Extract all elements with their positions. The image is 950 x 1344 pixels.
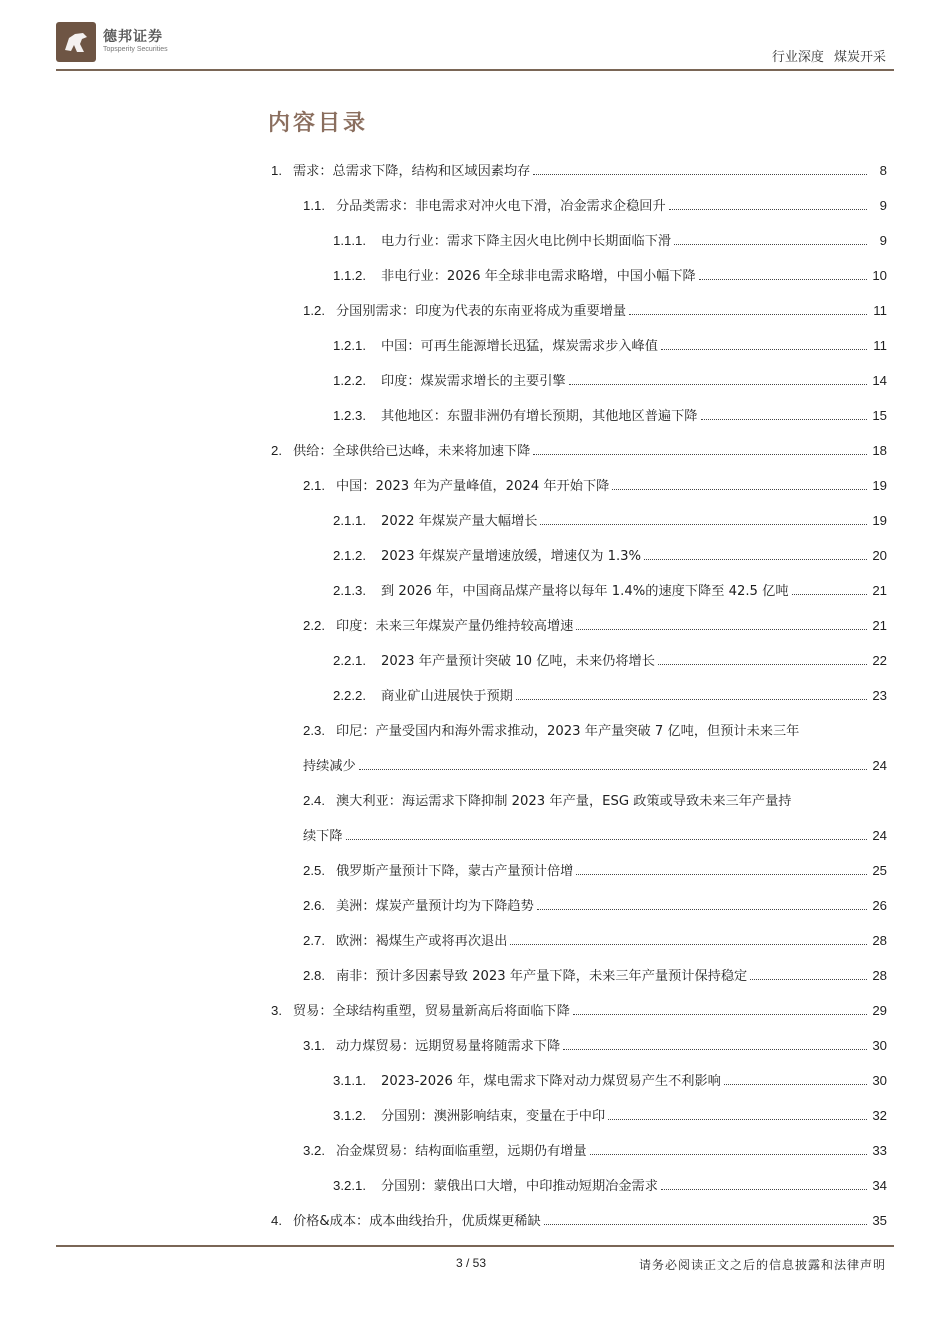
- toc-entry-number: 2.5.: [303, 863, 325, 878]
- toc-entry-number: 1.: [271, 163, 282, 178]
- toc-entry-number: 3.1.: [303, 1038, 325, 1053]
- toc-entry-label: 分国别：蒙俄出口大增，中印推动短期冶金需求: [381, 1179, 658, 1194]
- toc-entry-number: 2.1.2.: [333, 548, 366, 563]
- toc-entry-firstline[interactable]: [303, 790, 792, 809]
- toc-entry-page: 22: [872, 653, 887, 668]
- toc-leader-dots: [540, 524, 867, 525]
- toc-leader-dots: [533, 174, 867, 175]
- toc-entry-label: 俄罗斯产量预计下降，蒙古产量预计倍增: [336, 864, 574, 879]
- toc-entry-label: 动力煤贸易：远期贸易量将随需求下降: [336, 1039, 561, 1054]
- toc-leader-dots: [346, 839, 867, 840]
- toc-entry[interactable]: [333, 335, 887, 354]
- toc-entry-number: 3.1.2.: [333, 1108, 366, 1123]
- toc-entry-page: 26: [872, 898, 887, 913]
- toc-entry[interactable]: [333, 1105, 887, 1124]
- toc-entry-page: 24: [872, 828, 887, 843]
- toc-entry-label: 欧洲：褐煤生产或将再次退出: [336, 934, 508, 949]
- toc-entry-number: 2.2.1.: [333, 653, 366, 668]
- toc-entry[interactable]: [271, 160, 887, 179]
- toc-entry-label: 印度：未来三年煤炭产量仍维持较高增速: [336, 619, 574, 634]
- toc-entry[interactable]: [333, 1070, 887, 1089]
- toc-entry-page: 19: [872, 513, 887, 528]
- toc-leader-dots: [661, 349, 867, 350]
- toc-entry-page: 23: [872, 688, 887, 703]
- page-indicator: 3 / 53: [456, 1256, 487, 1270]
- toc-entry-label: 非电行业：2026 年全球非电需求略增，中国小幅下降: [381, 269, 696, 284]
- toc-entry-number: 2.3.: [303, 723, 325, 738]
- toc-entry-label: 电力行业：需求下降主因火电比例中长期面临下滑: [381, 234, 672, 249]
- toc-entry-page: 18: [872, 443, 887, 458]
- toc-entry-number: 2.2.: [303, 618, 325, 633]
- toc-entry[interactable]: [333, 510, 887, 529]
- toc-entry-label: 2023-2026 年，煤电需求下降对动力煤贸易产生不利影响: [381, 1074, 721, 1089]
- toc-leader-dots: [573, 1014, 867, 1015]
- toc-entry[interactable]: [333, 685, 887, 704]
- toc-leader-dots: [792, 594, 867, 595]
- toc-leader-dots: [359, 769, 867, 770]
- toc-entry-label: 供给：全球供给已达峰，未来将加速下降: [293, 444, 531, 459]
- toc-leader-dots: [590, 1154, 867, 1155]
- toc-entry-label: 2023 年产量预计突破 10 亿吨，未来仍将增长: [381, 654, 655, 669]
- toc-entry-page: 28: [872, 968, 887, 983]
- toc-entry-label: 其他地区：东盟非洲仍有增长预期，其他地区普遍下降: [381, 409, 698, 424]
- toc-entry[interactable]: [303, 755, 887, 774]
- footer-divider: [56, 1245, 894, 1247]
- toc-entry-page: 9: [879, 233, 887, 248]
- toc-leader-dots: [612, 489, 867, 490]
- toc-entry-page: 11: [873, 303, 887, 318]
- footer-disclaimer: 请务必阅读正文之后的信息披露和法律声明: [638, 1258, 886, 1272]
- toc-entry[interactable]: [303, 300, 887, 319]
- toc-leader-dots: [658, 664, 867, 665]
- toc-entry-number: 2.7.: [303, 933, 325, 948]
- toc-entry-number: 2.8.: [303, 968, 325, 983]
- toc-leader-dots: [629, 314, 867, 315]
- toc-entry-page: 21: [872, 583, 887, 598]
- toc-leader-dots: [569, 384, 867, 385]
- toc-entry-label: 冶金煤贸易：结构面临重塑，远期仍有增量: [336, 1144, 587, 1159]
- toc-entry-label-cont: 持续减少: [303, 759, 356, 774]
- toc-entry-number: 2.1.: [303, 478, 325, 493]
- toc-entry-number: 3.: [271, 1003, 282, 1018]
- toc-entry-page: 21: [872, 618, 887, 633]
- toc-entry[interactable]: [303, 195, 887, 214]
- toc-entry-page: 8: [879, 163, 887, 178]
- toc-entry-number: 2.1.1.: [333, 513, 366, 528]
- toc-entry-label: 南非：预计多因素导致 2023 年产量下降，未来三年产量预计保持稳定: [336, 969, 748, 984]
- toc-entry-firstline[interactable]: [303, 720, 799, 739]
- toc-entry-label: 中国：2023 年为产量峰值，2024 年开始下降: [336, 479, 610, 494]
- toc-leader-dots: [701, 419, 868, 420]
- toc-leader-dots: [510, 944, 867, 945]
- toc-entry[interactable]: [271, 1000, 887, 1019]
- toc-leader-dots: [576, 874, 867, 875]
- toc-entry-label: 2023 年煤炭产量增速放缓，增速仅为 1.3%: [381, 549, 642, 564]
- toc-entry[interactable]: [333, 1175, 887, 1194]
- toc-entry-number: 4.: [271, 1213, 282, 1228]
- toc-leader-dots: [537, 909, 867, 910]
- toc-entry-number: 3.2.1.: [333, 1178, 366, 1193]
- toc-entry-label: 2022 年煤炭产量大幅增长: [381, 514, 538, 529]
- toc-entry-label: 分品类需求：非电需求对冲火电下滑，冶金需求企稳回升: [336, 199, 666, 214]
- toc-entry[interactable]: [303, 895, 887, 914]
- report-category: 行业深度 煤炭开采: [771, 50, 886, 65]
- toc-entry-label: 印尼：产量受国内和海外需求推动，2023 年产量突破 7 亿吨，但预计未来三年: [336, 724, 800, 739]
- toc-leader-dots: [750, 979, 867, 980]
- toc-entry[interactable]: [271, 440, 887, 459]
- toc-entry[interactable]: [303, 930, 887, 949]
- toc-entry-label: 美洲：煤炭产量预计均为下降趋势: [336, 899, 534, 914]
- toc-entry-page: 32: [872, 1108, 887, 1123]
- toc-leader-dots: [576, 629, 867, 630]
- toc-entry[interactable]: [333, 230, 887, 249]
- toc-entry-label: 中国：可再生能源增长迅猛，煤炭需求步入峰值: [381, 339, 658, 354]
- toc-entry[interactable]: [303, 615, 887, 634]
- toc-entry[interactable]: [303, 860, 887, 879]
- toc-entry-number: 1.2.2.: [333, 373, 366, 388]
- toc-entry-page: 25: [872, 863, 887, 878]
- toc-entry-page: 28: [872, 933, 887, 948]
- toc-entry[interactable]: [333, 370, 887, 389]
- toc-entry-page: 30: [872, 1073, 887, 1088]
- toc-entry-label: 贸易：全球结构重塑，贸易量新高后将面临下降: [293, 1004, 570, 1019]
- toc-entry-label: 价格&成本：成本曲线抬升，优质煤更稀缺: [293, 1214, 541, 1229]
- toc-entry-label-cont: 续下降: [303, 829, 343, 844]
- toc-title: 内容目录: [268, 111, 369, 136]
- toc-entry-number: 2.2.2.: [333, 688, 366, 703]
- logo-mark-icon: [56, 22, 96, 62]
- toc-leader-dots: [516, 699, 867, 700]
- header-divider: [56, 69, 894, 71]
- toc-entry[interactable]: [333, 650, 887, 669]
- toc-entry-page: 14: [872, 373, 887, 388]
- toc-entry-number: 2.6.: [303, 898, 325, 913]
- toc-entry-number: 1.2.3.: [333, 408, 366, 423]
- toc-entry-number: 1.2.1.: [333, 338, 366, 353]
- toc-entry[interactable]: [333, 265, 887, 284]
- toc-entry-page: 9: [879, 198, 887, 213]
- toc-entry[interactable]: [303, 475, 887, 494]
- toc-leader-dots: [724, 1084, 867, 1085]
- toc-entry[interactable]: [333, 545, 887, 564]
- toc-entry-page: 11: [873, 338, 887, 353]
- toc-entry-page: 20: [872, 548, 887, 563]
- toc-entry-page: 10: [872, 268, 887, 283]
- toc-entry[interactable]: [333, 580, 887, 599]
- toc-entry-label: 分国别需求：印度为代表的东南亚将成为重要增量: [336, 304, 627, 319]
- toc-leader-dots: [644, 559, 867, 560]
- toc-entry-page: 35: [872, 1213, 887, 1228]
- toc-entry-page: 19: [872, 478, 887, 493]
- toc-entry-label: 到 2026 年，中国商品煤产量将以每年 1.4%的速度下降至 42.5 亿吨: [381, 584, 789, 599]
- toc-entry[interactable]: [271, 1210, 887, 1229]
- toc-entry-number: 1.1.1.: [333, 233, 366, 248]
- logo-name-cn: 德邦证券: [103, 29, 163, 45]
- toc-entry-number: 2.4.: [303, 793, 325, 808]
- toc-entry-label: 印度：煤炭需求增长的主要引擎: [381, 374, 566, 389]
- toc-entry[interactable]: [303, 1035, 887, 1054]
- toc-entry-number: 2.: [271, 443, 282, 458]
- toc-entry-number: 3.2.: [303, 1143, 325, 1158]
- toc-entry[interactable]: [303, 965, 887, 984]
- toc-entry-number: 1.1.2.: [333, 268, 366, 283]
- toc-entry[interactable]: [303, 1140, 887, 1159]
- toc-entry-number: 2.1.3.: [333, 583, 366, 598]
- toc-entry-page: 24: [872, 758, 887, 773]
- toc-leader-dots: [661, 1189, 867, 1190]
- toc-entry-number: 1.1.: [303, 198, 325, 213]
- toc-entry[interactable]: [333, 405, 887, 424]
- toc-entry-page: 15: [872, 408, 887, 423]
- toc-entry-page: 34: [872, 1178, 887, 1193]
- toc-entry-label: 分国别：澳洲影响结束，变量在于中印: [381, 1109, 606, 1124]
- toc-leader-dots: [544, 1224, 867, 1225]
- toc-entry-label: 需求：总需求下降，结构和区域因素均存: [293, 164, 531, 179]
- logo-name-en: Topsperity Securities: [103, 46, 168, 53]
- toc-entry-page: 33: [872, 1143, 887, 1158]
- toc-leader-dots: [533, 454, 867, 455]
- toc-entry-page: 30: [872, 1038, 887, 1053]
- toc-entry[interactable]: [303, 825, 887, 844]
- brand-logo: [56, 22, 168, 62]
- toc-leader-dots: [608, 1119, 867, 1120]
- toc-entry-label: 澳大利亚：海运需求下降抑制 2023 年产量，ESG 政策或导致未来三年产量持: [336, 794, 792, 809]
- toc-leader-dots: [699, 279, 867, 280]
- toc-leader-dots: [674, 244, 867, 245]
- toc-entry-number: 1.2.: [303, 303, 325, 318]
- toc-entry-number: 3.1.1.: [333, 1073, 366, 1088]
- toc-entry-label: 商业矿山进展快于预期: [381, 689, 513, 704]
- toc-leader-dots: [563, 1049, 867, 1050]
- toc-entry-page: 29: [872, 1003, 887, 1018]
- toc-leader-dots: [669, 209, 867, 210]
